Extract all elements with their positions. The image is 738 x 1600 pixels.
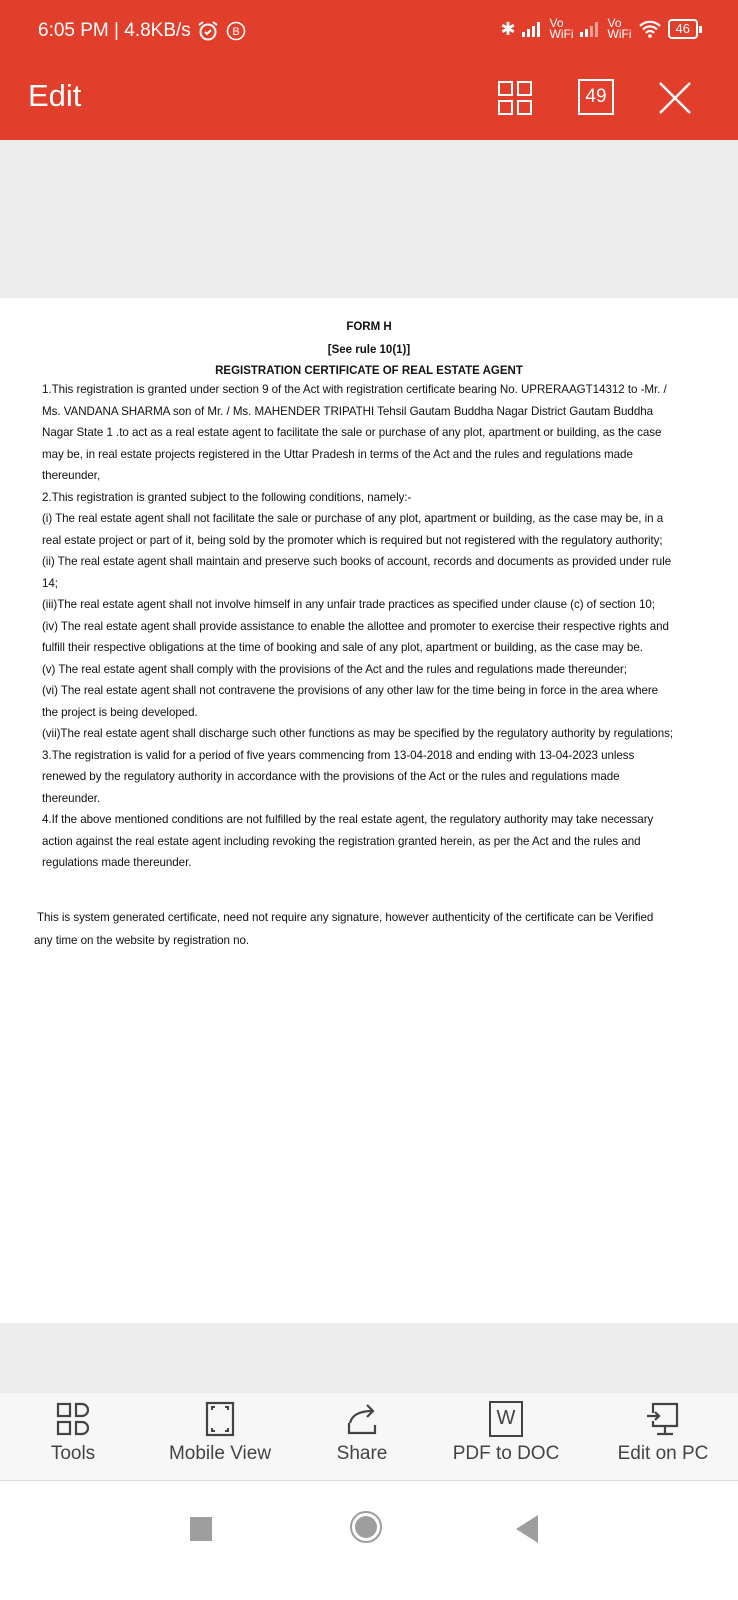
certificate-text-line: (vi) The real estate agent shall not contravene the provisions of any other law for the time being in force in the area where	[42, 684, 659, 697]
mobile-view-icon	[202, 1401, 238, 1437]
certificate-text-line: fulfill their respective obligations at the time of booking and sale of any plot, apartment or building, as the case may be.	[42, 641, 643, 654]
back-button[interactable]	[516, 1515, 538, 1543]
pdf-page[interactable]	[0, 298, 738, 1323]
edit-on-pc-button[interactable]: Edit on PC	[598, 1401, 728, 1465]
signal-icon	[522, 21, 544, 37]
monitor-icon	[645, 1401, 681, 1437]
certificate-text-line: (iii)The real estate agent shall not involve himself in any unfair trade practices as specified under clause (c) of section 10;	[42, 598, 655, 611]
certificate-text-line: renewed by the regulatory authority in accordance with the provisions of the Act or the rules and regulations made	[42, 770, 620, 783]
form-heading: FORM H	[346, 321, 392, 333]
vowifi-indicator-2: Vo WiFi	[607, 16, 632, 41]
status-bar-left	[38, 20, 247, 42]
bluetooth-icon: ✱	[500, 18, 516, 39]
certificate-text-line: may be, in real estate projects registered in the Uttar Pradesh in terms of the Act and the rules and regulations made	[42, 447, 633, 461]
word-doc-icon: W	[489, 1401, 523, 1437]
certificate-text-line: (iv) The real estate agent shall provide assistance to enable the allottee and promoter to exercise their respective rights and	[42, 619, 669, 633]
certificate-text-line: Nagar State 1 .to act as a real estate agent to facilitate the sale or purchase of any plot, apartment or building, as the case	[42, 426, 662, 439]
certificate-text-line: (ii) The real estate agent shall maintain and preserve such books of account, records and documents as provided under rule	[42, 555, 672, 568]
certificate-text-line: Ms. VANDANA SHARMA son of Mr. / Ms. MAHENDER TRIPATHI Tehsil Gautam Buddha Nagar District Gautam Buddha	[42, 404, 654, 418]
certificate-text-line: 14;	[42, 576, 58, 590]
close-icon[interactable]	[657, 80, 693, 116]
recent-apps-button[interactable]	[190, 1517, 212, 1541]
certificate-text-line: the project is being developed.	[42, 705, 198, 719]
certificate-text-line: thereunder,	[42, 469, 101, 482]
page-gap-bottom	[0, 1323, 738, 1393]
certificate-text-line: real estate project or part of it, being sold by the promoter which is required but not registered with the regulatory authority;	[42, 533, 663, 547]
share-button[interactable]: Share	[297, 1401, 427, 1465]
rule-subheading: [See rule 10(1)]	[327, 344, 411, 356]
certificate-text-line: (vii)The real estate agent shall discharge such other functions as may be specified by the regulatory authority by regulations;	[42, 727, 674, 740]
battery-indicator: 46	[668, 19, 698, 39]
top-app-bar	[0, 0, 738, 140]
bottom-toolbar	[0, 1393, 738, 1481]
certificate-text-line: 4.If the above mentioned conditions are not fulfilled by the real estate agent, the regulatory authority may take necessary	[42, 813, 654, 826]
grid-view-icon[interactable]	[497, 80, 533, 116]
certificate-title: REGISTRATION CERTIFICATE OF REAL ESTATE AGENT	[215, 365, 523, 377]
certificate-text-line: 1.This registration is granted under section 9 of the Act with registration certificate bearing No. UPRERAAGT14312 to -Mr. /	[42, 383, 667, 396]
alarm-icon	[197, 20, 219, 42]
certificate-text-line: regulations made thereunder.	[42, 856, 192, 869]
share-icon	[344, 1401, 380, 1437]
tools-icon	[55, 1401, 91, 1437]
mobile-view-button[interactable]: Mobile View	[155, 1401, 285, 1465]
certificate-text-line: 2.This registration is granted subject to the following conditions, namely:-	[42, 490, 412, 504]
certificate-text-line: (i) The real estate agent shall not facilitate the sale or purchase of any plot, apartment or building, as the case may be, in a	[42, 512, 664, 525]
footer-line: This is system generated certificate, need not require any signature, however authenticity of the certificate can be Verified	[37, 911, 654, 924]
pdf-to-doc-button[interactable]: W PDF to DOC	[441, 1401, 571, 1465]
home-button[interactable]	[350, 1511, 382, 1543]
certificate-text-line: 3.The registration is valid for a period of five years commencing from 13-04-2018 and ending with 13-04-2023 unless	[42, 748, 635, 762]
system-nav-bar	[0, 1481, 738, 1600]
svg-text:B: B	[232, 26, 240, 38]
footer-line: any time on the website by registration no.	[34, 934, 250, 947]
page-gap-top	[0, 140, 738, 298]
wifi-icon	[638, 20, 662, 38]
status-time: 6:05 PM | 4.8KB/s	[38, 20, 191, 41]
page-count-button[interactable]: 49	[578, 79, 614, 115]
certificate-text-line: action against the real estate agent including revoking the registration granted herein, as per the Act and the rules and	[42, 834, 641, 848]
tools-button[interactable]: Tools	[8, 1401, 138, 1465]
b-badge-icon	[225, 20, 247, 42]
signal-icon-2	[580, 21, 602, 37]
vowifi-indicator-1: Vo WiFi	[549, 16, 574, 41]
certificate-text-line: (v) The real estate agent shall comply with the provisions of the Act and the rules and regulations made thereunder;	[42, 662, 627, 676]
status-bar-right	[500, 18, 698, 40]
toolbar-title: Edit	[28, 78, 82, 113]
certificate-text-line: thereunder.	[42, 791, 101, 805]
